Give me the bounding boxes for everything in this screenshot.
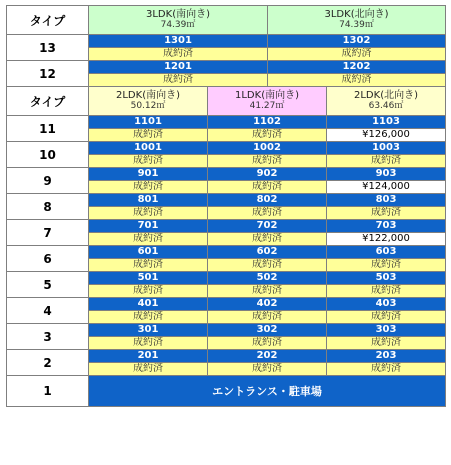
unit-number: 1001 — [89, 142, 208, 155]
floor-number: 11 — [7, 116, 89, 142]
unit-status: 成約済 — [89, 311, 208, 324]
unit-status: 成約済 — [208, 311, 327, 324]
unit-status: 成約済 — [327, 337, 446, 350]
floor-row — [7, 324, 446, 337]
floor-plan-table-wrapper — [6, 5, 445, 407]
unit-number: 1102 — [208, 116, 327, 129]
floor-row — [7, 168, 446, 181]
floor-row — [7, 116, 446, 129]
unit-status: 成約済 — [208, 285, 327, 298]
unit-status: 成約済 — [89, 285, 208, 298]
unit-status: 成約済 — [89, 363, 208, 376]
unit-status: 成約済 — [208, 181, 327, 194]
unit-status: 成約済 — [208, 233, 327, 246]
unit-number: 602 — [208, 246, 327, 259]
type-name: 2LDK(南向き) — [116, 90, 180, 101]
unit-number: 402 — [208, 298, 327, 311]
type-name: 1LDK(南向き) — [235, 90, 299, 101]
type-label: タイプ — [7, 87, 89, 116]
unit-status: 成約済 — [208, 337, 327, 350]
unit-status: 成約済 — [89, 48, 268, 61]
unit-status: 成約済 — [327, 259, 446, 272]
floor-row — [7, 350, 446, 363]
unit-number: 902 — [208, 168, 327, 181]
floor-row — [7, 272, 446, 285]
unit-price: ¥124,000 — [327, 181, 446, 194]
type-name: 3LDK(北向き) — [324, 9, 389, 20]
unit-price: ¥126,000 — [327, 129, 446, 142]
floor-number: 4 — [7, 298, 89, 324]
unit-status: 成約済 — [327, 311, 446, 324]
unit-status: 成約済 — [268, 48, 446, 61]
unit-status: 成約済 — [327, 207, 446, 220]
unit-status: 成約済 — [208, 363, 327, 376]
unit-number: 1002 — [208, 142, 327, 155]
unit-number: 303 — [327, 324, 446, 337]
unit-status: 成約済 — [208, 129, 327, 142]
unit-number: 1301 — [89, 35, 268, 48]
unit-number: 501 — [89, 272, 208, 285]
unit-number: 601 — [89, 246, 208, 259]
unit-number: 203 — [327, 350, 446, 363]
unit-number: 1201 — [89, 61, 268, 74]
unit-status: 成約済 — [89, 207, 208, 220]
floor-number: 8 — [7, 194, 89, 220]
unit-number: 503 — [327, 272, 446, 285]
floor-row — [7, 35, 446, 48]
unit-number: 1202 — [268, 61, 446, 74]
unit-status: 成約済 — [89, 155, 208, 168]
floor-row — [7, 246, 446, 259]
type-name: 2LDK(北向き) — [354, 90, 418, 101]
unit-number: 701 — [89, 220, 208, 233]
type-cell-3ldk-north — [268, 6, 446, 35]
floor-number: 10 — [7, 142, 89, 168]
unit-status: 成約済 — [208, 207, 327, 220]
unit-status: 成約済 — [327, 363, 446, 376]
unit-number: 202 — [208, 350, 327, 363]
unit-status: 成約済 — [327, 285, 446, 298]
unit-number: 403 — [327, 298, 446, 311]
unit-number: 401 — [89, 298, 208, 311]
unit-number: 302 — [208, 324, 327, 337]
unit-price: ¥122,000 — [327, 233, 446, 246]
floor-number: 7 — [7, 220, 89, 246]
floor-number: 5 — [7, 272, 89, 298]
unit-number: 1302 — [268, 35, 446, 48]
type-cell-3ldk-south — [89, 6, 268, 35]
entrance-parking: エントランス・駐車場 — [89, 376, 446, 407]
unit-status: 成約済 — [89, 74, 268, 87]
floor-row — [7, 220, 446, 233]
type-header-row-lower — [7, 87, 446, 116]
unit-number: 603 — [327, 246, 446, 259]
unit-status: 成約済 — [89, 181, 208, 194]
unit-number: 1101 — [89, 116, 208, 129]
unit-number: 702 — [208, 220, 327, 233]
unit-status: 成約済 — [208, 259, 327, 272]
unit-number: 301 — [89, 324, 208, 337]
unit-status: 成約済 — [89, 259, 208, 272]
floor-number: 12 — [7, 61, 89, 87]
type-area: 74.39㎡ — [339, 20, 374, 30]
unit-status: 成約済 — [327, 155, 446, 168]
floor-number: 2 — [7, 350, 89, 376]
type-label: タイプ — [7, 6, 89, 35]
unit-number: 1103 — [327, 116, 446, 129]
unit-status: 成約済 — [208, 155, 327, 168]
floor-number: 3 — [7, 324, 89, 350]
type-cell-1ldk-south — [208, 87, 327, 116]
type-area: 50.12㎡ — [130, 101, 166, 111]
vacancy-table-body — [7, 6, 446, 407]
floor-row — [7, 298, 446, 311]
ground-floor-row — [7, 376, 446, 407]
unit-number: 1003 — [327, 142, 446, 155]
type-cell-2ldk-north — [327, 87, 446, 116]
type-header-row-upper — [7, 6, 446, 35]
type-area: 41.27㎡ — [249, 101, 285, 111]
floor-row — [7, 142, 446, 155]
floor-number: 13 — [7, 35, 89, 61]
unit-number: 801 — [89, 194, 208, 207]
unit-number: 201 — [89, 350, 208, 363]
vacancy-table — [6, 5, 446, 407]
unit-number: 703 — [327, 220, 446, 233]
unit-number: 903 — [327, 168, 446, 181]
floor-number: 6 — [7, 246, 89, 272]
unit-status: 成約済 — [268, 74, 446, 87]
unit-status: 成約済 — [89, 233, 208, 246]
unit-number: 802 — [208, 194, 327, 207]
unit-number: 502 — [208, 272, 327, 285]
type-cell-2ldk-south — [89, 87, 208, 116]
type-area: 74.39㎡ — [160, 20, 196, 30]
type-name: 3LDK(南向き) — [146, 9, 210, 20]
unit-number: 803 — [327, 194, 446, 207]
unit-number: 901 — [89, 168, 208, 181]
floor-row — [7, 194, 446, 207]
unit-status: 成約済 — [89, 337, 208, 350]
floor-number: 1 — [7, 376, 89, 407]
floor-number: 9 — [7, 168, 89, 194]
unit-status: 成約済 — [89, 129, 208, 142]
floor-row — [7, 61, 446, 74]
type-area: 63.46㎡ — [368, 101, 404, 111]
